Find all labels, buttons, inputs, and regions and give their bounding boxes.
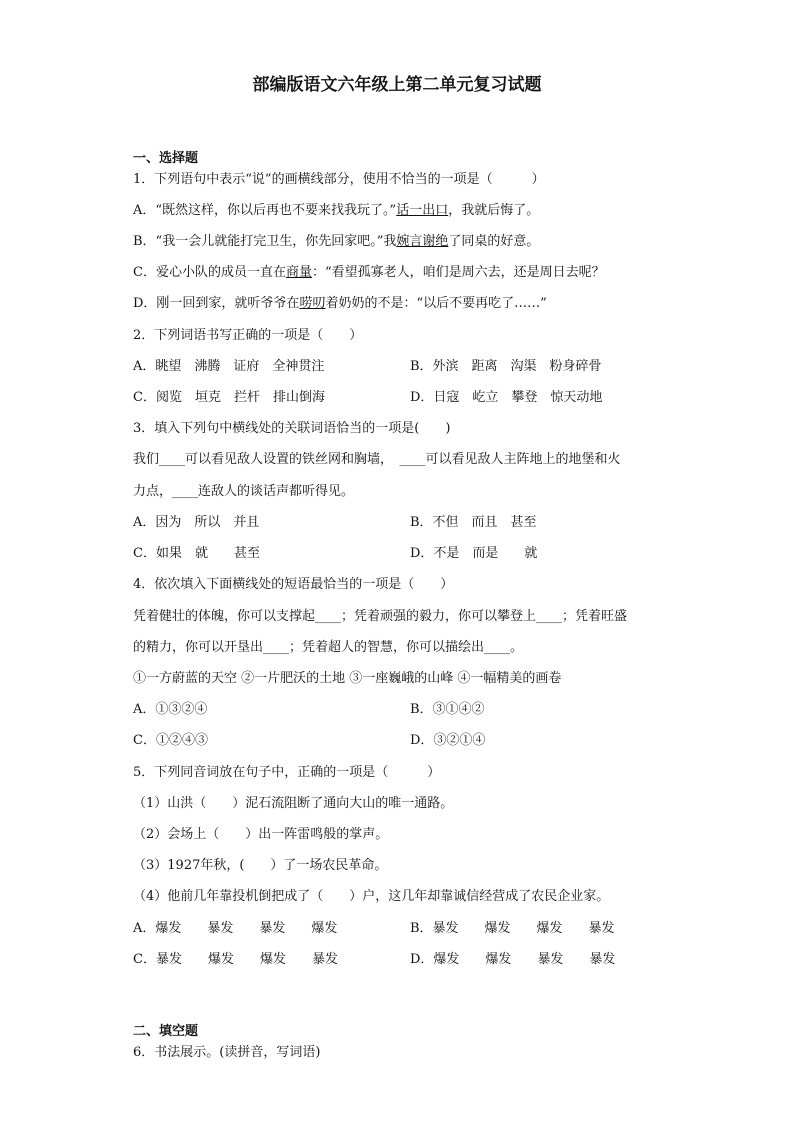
q3-text-line-1: 我们____可以看见敌人设置的铁丝网和胸墙， ____可以看见敌人主阵地上的地堡和火 (133, 452, 621, 467)
q5-option-c: C．暴发 爆发 爆发 暴发 (133, 952, 338, 967)
q2-option-a: A．眺望 沸腾 证府 全神贯注 (133, 359, 325, 374)
q5-option-a: A．爆发 暴发 暴发 爆发 (133, 921, 338, 936)
q4-option-d: D．③②①④ (410, 733, 486, 748)
page-title: 部编版语文六年级上第二单元复习试题 (252, 75, 542, 95)
q4-text-line-2: 的精力，你可以开垦出____；凭着超人的智慧，你可以描绘出____。 (133, 640, 524, 655)
q5-option-d: D．爆发 爆发 暴发 暴发 (410, 952, 616, 967)
q4-option-c: C．①②④③ (133, 733, 208, 748)
q6-stem: 6．书法展示。(读拼音，写词语) (133, 1045, 321, 1060)
q2-option-c: C．阅览 垣克 拦杆 排山倒海 (133, 390, 325, 405)
section-heading-fill: 二、填空题 (133, 1024, 199, 1039)
q4-text-line-1: 凭着健壮的体魄，你可以支撑起____；凭着顽强的毅力，你可以攀登上____；凭着旺盛 (133, 609, 628, 624)
q3-option-a: A．因为 所以 并且 (133, 515, 260, 530)
q2-option-d: D．日寇 屹立 攀登 惊天动地 (410, 390, 603, 405)
q3-text-line-2: 力点，____连敌人的谈话声都听得见。 (133, 484, 355, 499)
section-heading-choice: 一、选择题 (133, 151, 199, 166)
q5-sentence-3: （3）1927年秋，( ）了一场农民革命。 (133, 858, 388, 873)
q3-stem: 3．填入下列句中横线处的关联词语恰当的一项是( ) (133, 421, 451, 436)
q5-option-b: B．暴发 爆发 爆发 暴发 (410, 921, 615, 936)
q4-option-b: B．③①④② (410, 702, 485, 717)
q5-sentence-2: （2）会场上（ ）出一阵雷鸣般的掌声。 (133, 827, 389, 842)
q1-option-b: B．“我一会儿就能打完卫生，你先回家吧。”我婉言谢绝了同桌的好意。 (133, 234, 540, 249)
q1-option-d: D．刚一回到家，就听爷爷在唠叨着奶奶的不是：“以后不要再吃了……” (133, 296, 547, 311)
q3-option-d: D．不是 而是 就 (410, 546, 538, 561)
q1-option-c: C．爱心小队的成员一直在商量：“看望孤寡老人，咱们是周六去，还是周日去呢？ (133, 265, 605, 280)
q3-option-c: C．如果 就 甚至 (133, 546, 260, 561)
q5-sentence-1: （1）山洪（ ）泥石流阻断了通向大山的唯一通路。 (133, 796, 454, 811)
q1-stem: 1．下列语句中表示“说”的画横线部分，使用不恰当的一项是（ ） (133, 172, 545, 187)
q4-stem: 4．依次填入下面横线处的短语最恰当的一项是（ ） (133, 577, 454, 592)
q1-option-a: A．“既然这样，你以后再也不要来找我玩了。”话一出口，我就后悔了。 (133, 203, 540, 218)
q2-stem: 2．下列词语书写正确的一项是（ ） (133, 328, 363, 343)
q3-option-b: B．不但 而且 甚至 (410, 515, 537, 530)
q2-option-b: B．外滨 距离 沟渠 粉身碎骨 (410, 359, 602, 374)
q5-stem: 5．下列同音词放在句子中，正确的一项是（ ） (133, 765, 441, 780)
q5-sentence-4: （4）他前几年靠投机倒把成了（ ）户，这几年却靠诚信经营成了农民企业家。 (133, 889, 610, 904)
q4-option-a: A．①③②④ (133, 702, 208, 717)
q4-phrases: ①一方蔚蓝的天空 ②一片肥沃的土地 ③一座巍峨的山峰 ④一幅精美的画卷 (133, 671, 562, 686)
